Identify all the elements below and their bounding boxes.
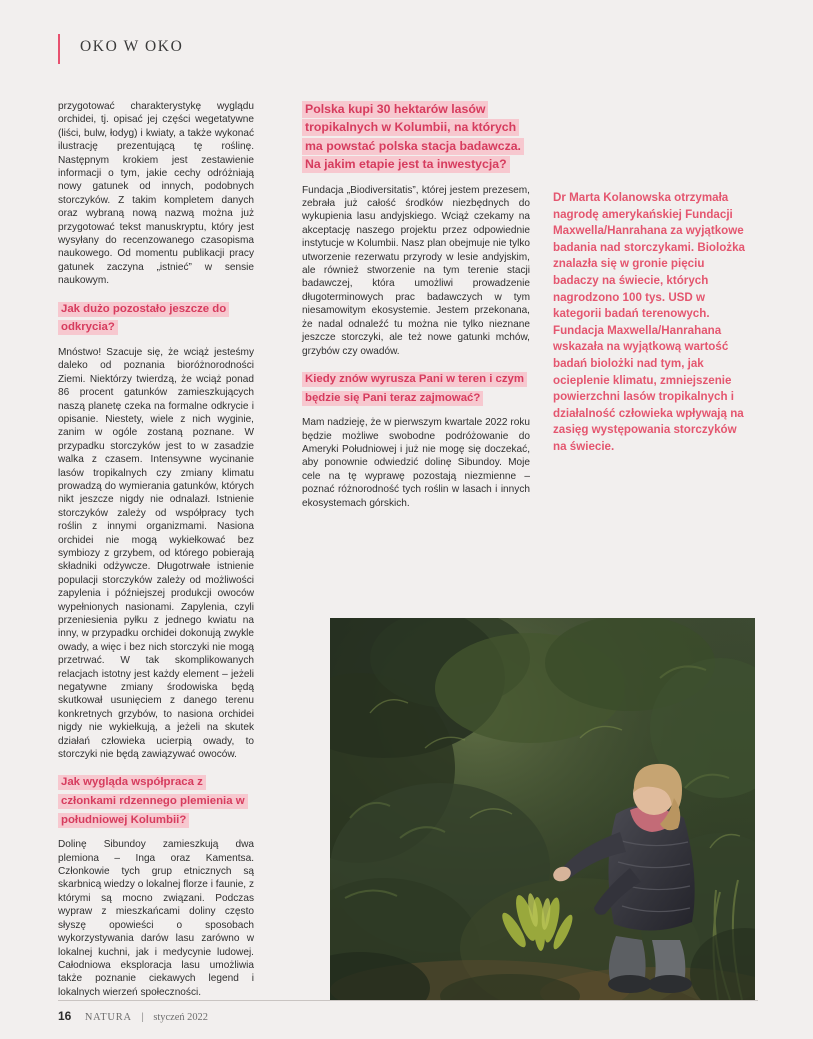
question-heading-3 (302, 100, 530, 174)
issue-date: styczeń 2022 (153, 1012, 208, 1023)
question-heading-4 (302, 369, 530, 406)
page-footer (58, 1000, 758, 1033)
magazine-name: NATURA (84, 1012, 132, 1023)
paragraph: Fundacja „Biodiversitatis”, której jestem prezesem, zebrała już całość środków niezbędnych do wykupienia lasu andyjskiego. Wciąż czekamy na akceptację naszego projektu przez odpowiednie instytucje w Kolumbii. Nasz plan obejmuje nie tylko utworzenie rezerwatu przyrody w lesie andyjskim, ale również stworzenie na tym terenie stacji badawczej, która umożliwi prowadzenie długoterminowych prac badawczych w tym niesamowitym ekosystemie. Jestem przekonana, że nadal odnaleźć tu można nie tylko nieznane jeszcze storczyki, ale też nowe gatunki mchów, grzybów czy owadów. (302, 184, 530, 357)
text-column-2 (302, 100, 530, 510)
question-heading-1 (58, 299, 254, 336)
question-heading-4-text: Kiedy znów wyrusza Pani w teren i czym będzie się Pani teraz zajmować? (302, 372, 527, 406)
footer-separator: | (141, 1012, 144, 1023)
question-heading-3-text: Polska kupi 30 hektarów lasów tropikalnych w Kolumbii, na których ma powstać polska stacja badawcza. Na jakim etapie jest ta inwestycja? (302, 101, 524, 173)
paragraph: Mnóstwo! Szacuje się, że wciąż jesteśmy daleko od poznania bioróżnorodności Ziemi. Niektórzy twierdzą, że wciąż ponad 86 procent gatunków zamieszkujących naszą planetę czeka na formalne odkrycie i opisanie. Niestety, wiele z nich wyginie, zanim w ogóle zostaną poznane. W przypadku storczyków jest to w zasadzie walka z czasem. Intensywne wycinanie lasów tropikalnych czy zmiany klimatu prowadzą do wymierania gatunków, których nikt jeszcze nigdy nie odnalazł. Istnienie storczyków zależy od współpracy tych roślin z innymi organizmami. Nasiona orchidei nie mogą wykiełkować bez symbiozy z grzybem, od którego pobierają składniki odżywcze. Długotrwałe istnienie populacji storczyków zależy od możliwości zapylenia i późniejszej produkcji owoców wypełnionych nasionami. Zapylenia, czyli przeniesienia pyłku z jednego kwiatu na inny, w przypadku orchidei dokonują zwykle owady, a więc i bez nich storczyki nie mogą przetrwać. W tak skomplikowanych relacjach istotny jest każdy element – jeżeli negatywne zmiany środowiska będą skutkował usunięciem z danego terenu konkretnych grzybów, to nasiona orchidei nigdy nie wykiełkują, a jeżeli na skutek działań człowieka ucierpią owady, to storczyki nie będą zawiązywać owoców. (58, 346, 254, 761)
question-heading-2 (58, 772, 254, 828)
text-column-3 (553, 190, 753, 456)
question-heading-1-text: Jak dużo pozostało jeszcze do odkrycia? (58, 302, 229, 336)
section-kicker: OKO W OKO (80, 38, 184, 55)
field-research-photo (330, 618, 755, 1000)
text-column-1 (58, 100, 254, 999)
paragraph: Mam nadzieję, że w pierwszym kwartale 2022 roku będzie możliwe swobodne podróżowanie do Ameryki Południowej i już nie mogę się doczekać, aby ponownie odwiedzić dolinę Sibundoy. Moje cele na tę wyprawę pozostają niezmienne – poznać różnorodność tych roślin w lasach i innych ekosystemach górskich. (302, 417, 530, 509)
page-header (58, 20, 758, 62)
page-number: 16 (58, 1009, 72, 1023)
header-accent-rule (58, 34, 60, 64)
photo-illustration (330, 618, 755, 1000)
question-heading-2-text: Jak wygląda współpraca z członkami rdzennego plemienia w południowej Kolumbii? (58, 775, 248, 827)
sidenote-award-text: Dr Marta Kolanowska otrzymała nagrodę amerykańskiej Fundacji Maxwella/Hanrahana za wyjątkowe badania nad storczykami. Biolożka znalazła się w gronie pięciu badaczy na świecie, których nagrodzono 100 tys. USD w kategorii badań terenowych. Fundacja Maxwella/Hanrahana wskazała na wyjątkową wartość badań biolożki nad tym, jak ocieplenie klimatu, zmniejszenie powierzchni lasów tropikalnych i działalność człowieka wpływają na zasięg występowania storczyków na świecie. (553, 191, 745, 453)
paragraph: przygotować charakterystykę wyglądu orchidei, tj. opisać jej części wegetatywne (liści, bulw, łodyg) i kwiaty, a także wykonać ilustrację prezentującą tę roślinę. Następnym krokiem jest zestawienie informacji o tym, jakie cechy odróżniają nowy gatunek od innych, podobnych storczyków. Z takim kompletem danych oraz wybraną nową nazwą można już przygotować tekst manuskryptu, który jest wysyłany do recenzowanego czasopisma naukowego. Od momentu publikacji pracy gatunek zaczyna „istnieć” w sensie naukowym. (58, 101, 254, 287)
paragraph: Dolinę Sibundoy zamieszkują dwa plemiona – Inga oraz Kamentsa. Członkowie tych grup etnicznych są skarbnicą wiedzy o lokalnej florze i faunie, z którymi są mocno związani. Podczas wypraw z mieszkańcami doliny często słyszę opowieści o sposobach wykorzystywania darów lasu zarówno w lokalnej kuchni, jak i medycynie ludowej. Całodniowa eksploracja lasu umożliwia także poznanie ciekawych legend i lokalnych wierzeń społeczności. (58, 839, 254, 998)
